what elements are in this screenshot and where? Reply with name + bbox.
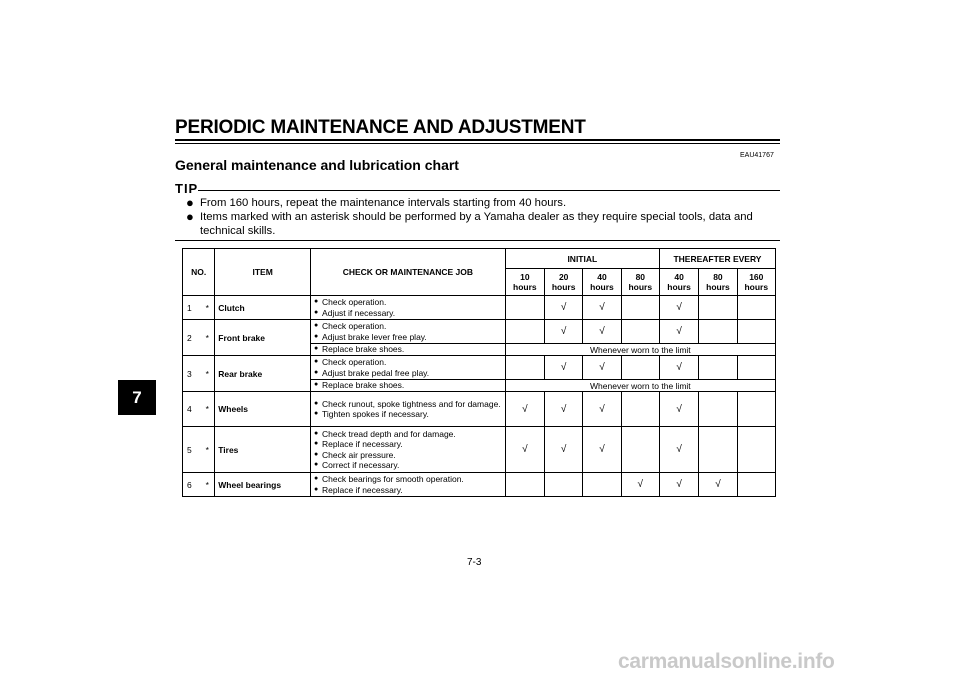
- job-line: ● Adjust brake lever free play.: [314, 332, 502, 343]
- empty-cell: [545, 473, 583, 497]
- header-thereafter: THEREAFTER EVERY: [659, 249, 775, 269]
- header-interval: [545, 269, 583, 296]
- bullet-icon: ●: [186, 209, 194, 224]
- table-row: [183, 296, 776, 320]
- header-no: NO.: [183, 249, 215, 296]
- tip-end-rule: [175, 240, 780, 241]
- header-interval-text: 20: [558, 272, 569, 282]
- check-mark: √: [659, 296, 698, 320]
- dealer-asterisk: *: [203, 427, 215, 473]
- table-row: [183, 392, 776, 427]
- check-mark: √: [583, 356, 621, 380]
- empty-cell: [621, 392, 659, 427]
- empty-cell: [505, 473, 544, 497]
- check-mark: √: [545, 296, 583, 320]
- item-name: Clutch: [215, 296, 311, 320]
- job-line: ● Adjust brake pedal free play.: [314, 368, 502, 379]
- check-mark: √: [545, 427, 583, 473]
- section-heading: General maintenance and lubrication chart: [175, 157, 459, 173]
- table-row: [183, 356, 776, 380]
- header-interval-text: 10: [520, 272, 530, 282]
- header-interval-text: hours: [706, 282, 730, 292]
- dealer-asterisk: *: [203, 296, 215, 320]
- chapter-tab: [118, 380, 156, 415]
- empty-cell: [737, 427, 775, 473]
- empty-cell: [505, 356, 544, 380]
- header-interval-text: 40: [674, 272, 684, 282]
- tip-text: From 160 hours, repeat the maintenance intervals starting from 40 hours.: [200, 197, 567, 209]
- empty-cell: [621, 320, 659, 344]
- check-mark: √: [621, 473, 659, 497]
- header-interval-text: hours: [667, 282, 691, 292]
- row-number: 1: [183, 296, 203, 320]
- dealer-asterisk: *: [203, 320, 215, 356]
- table-row: [183, 320, 776, 344]
- header-initial: INITIAL: [505, 249, 659, 269]
- check-mark: √: [505, 392, 544, 427]
- empty-cell: [737, 392, 775, 427]
- job-line: ● Replace if necessary.: [314, 485, 502, 496]
- check-mark: √: [583, 392, 621, 427]
- job-line: ● Check tread depth and for damage.: [314, 429, 502, 440]
- header-interval: [621, 269, 659, 296]
- empty-cell: [737, 473, 775, 497]
- check-mark: √: [659, 320, 698, 344]
- table-row: [183, 427, 776, 473]
- job-line: ● Check operation.: [314, 297, 502, 308]
- header-interval: [505, 269, 544, 296]
- header-interval-text: 80: [713, 272, 723, 282]
- tip-rule: [198, 190, 780, 191]
- dealer-asterisk: *: [203, 473, 215, 497]
- job-cell: [311, 427, 506, 473]
- check-mark: √: [545, 320, 583, 344]
- dealer-asterisk: *: [203, 356, 215, 392]
- page-number: 7-3: [467, 557, 482, 568]
- check-mark: √: [505, 427, 544, 473]
- maintenance-chart: [182, 248, 776, 497]
- document-code: EAU41767: [740, 152, 774, 159]
- chapter-number: 7: [132, 387, 142, 407]
- check-mark: √: [699, 473, 737, 497]
- watermark: carmanualsonline.info: [618, 650, 835, 673]
- job-line: ● Correct if necessary.: [314, 460, 502, 471]
- job-cell: [311, 344, 506, 356]
- empty-cell: [737, 320, 775, 344]
- table-row: [183, 473, 776, 497]
- worn-note: Whenever worn to the limit: [505, 380, 775, 392]
- job-line: ● Tighten spokes if necessary.: [314, 409, 502, 420]
- check-mark: √: [545, 356, 583, 380]
- header-interval: [737, 269, 775, 296]
- header-interval-text: 160: [749, 272, 764, 282]
- job-line: ● Check bearings for smooth operation.: [314, 474, 502, 485]
- header-job: CHECK OR MAINTENANCE JOB: [311, 249, 506, 296]
- header-interval-text: 80: [635, 272, 646, 282]
- job-line: ● Replace brake shoes.: [314, 344, 502, 355]
- job-cell: [311, 296, 506, 320]
- empty-cell: [737, 296, 775, 320]
- check-mark: √: [583, 427, 621, 473]
- job-line: ● Replace if necessary.: [314, 439, 502, 450]
- empty-cell: [699, 427, 737, 473]
- tip-label: TIP: [175, 181, 199, 196]
- empty-cell: [699, 320, 737, 344]
- empty-cell: [699, 392, 737, 427]
- header-interval-text: hours: [513, 282, 537, 292]
- dealer-asterisk: *: [203, 392, 215, 427]
- header-interval: [699, 269, 737, 296]
- empty-cell: [583, 473, 621, 497]
- check-mark: √: [583, 320, 621, 344]
- header-interval-text: hours: [628, 282, 653, 292]
- job-line: ● Replace brake shoes.: [314, 380, 502, 391]
- title-rule-thin: [175, 143, 780, 144]
- header-interval-text: hours: [744, 282, 769, 292]
- job-line: ● Check air pressure.: [314, 450, 502, 461]
- page-title: PERIODIC MAINTENANCE AND ADJUSTMENT: [175, 117, 586, 138]
- title-rule-thick: [175, 139, 780, 141]
- check-mark: √: [545, 392, 583, 427]
- job-cell: [311, 380, 506, 392]
- job-cell: [311, 320, 506, 344]
- row-number: 5: [183, 427, 203, 473]
- item-name: Rear brake: [215, 356, 311, 392]
- job-cell: [311, 473, 506, 497]
- empty-cell: [505, 320, 544, 344]
- header-interval: [659, 269, 698, 296]
- check-mark: √: [659, 473, 698, 497]
- job-line: ● Check operation.: [314, 357, 502, 368]
- row-number: 4: [183, 392, 203, 427]
- job-line: ● Adjust if necessary.: [314, 308, 502, 319]
- tip-text: Items marked with an asterisk should be performed by a Yamaha dealer as they require special tools, data and technical skills.: [200, 211, 753, 237]
- empty-cell: [505, 296, 544, 320]
- row-number: 6: [183, 473, 203, 497]
- worn-note: Whenever worn to the limit: [505, 344, 775, 356]
- item-name: Front brake: [215, 320, 311, 356]
- check-mark: √: [659, 427, 698, 473]
- check-mark: √: [659, 356, 698, 380]
- header-interval: [583, 269, 621, 296]
- header-interval-text: 40: [597, 272, 607, 282]
- empty-cell: [699, 356, 737, 380]
- bullet-icon: ●: [186, 195, 194, 210]
- check-mark: √: [583, 296, 621, 320]
- header-item: ITEM: [215, 249, 311, 296]
- job-cell: [311, 392, 506, 427]
- row-number: 2: [183, 320, 203, 356]
- header-interval-text: hours: [551, 282, 576, 292]
- check-mark: √: [659, 392, 698, 427]
- job-line: ● Check runout, spoke tightness and for damage.: [314, 399, 502, 410]
- empty-cell: [621, 296, 659, 320]
- item-name: Tires: [215, 427, 311, 473]
- empty-cell: [621, 427, 659, 473]
- empty-cell: [621, 356, 659, 380]
- empty-cell: [737, 356, 775, 380]
- item-name: Wheel bearings: [215, 473, 311, 497]
- item-name: Wheels: [215, 392, 311, 427]
- header-interval-text: hours: [590, 282, 614, 292]
- job-line: ● Check operation.: [314, 321, 502, 332]
- job-cell: [311, 356, 506, 380]
- empty-cell: [699, 296, 737, 320]
- row-number: 3: [183, 356, 203, 392]
